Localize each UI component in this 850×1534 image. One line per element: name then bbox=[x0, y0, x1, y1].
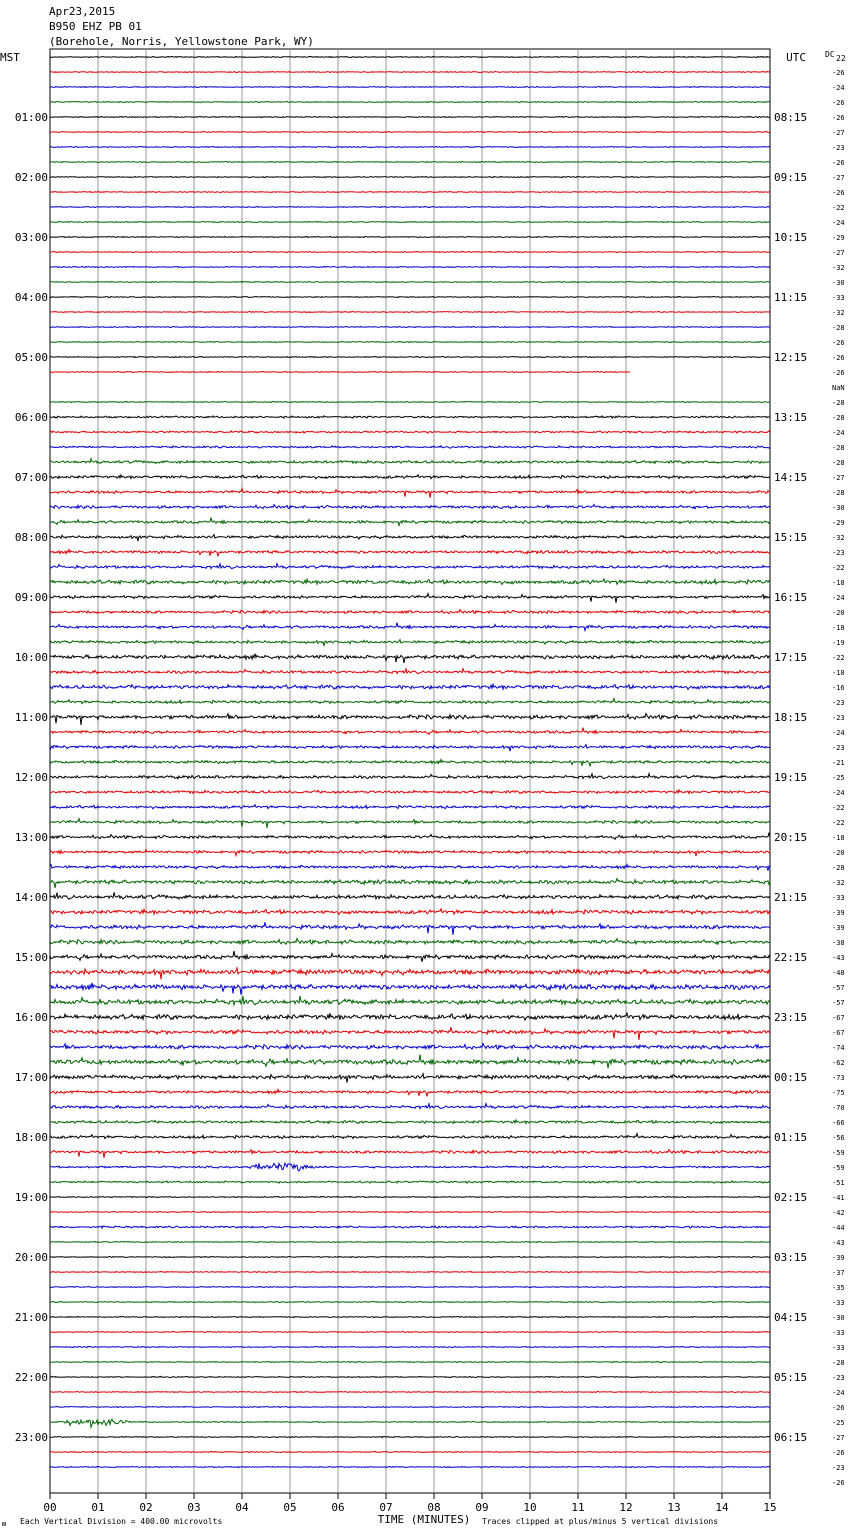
x-tick-label: 14 bbox=[715, 1501, 729, 1514]
seismic-trace bbox=[50, 518, 770, 526]
seismic-trace bbox=[50, 446, 770, 448]
x-tick-label: 10 bbox=[523, 1501, 537, 1514]
dc-offset-value: -30 bbox=[832, 504, 845, 512]
utc-hour-label: 06:15 bbox=[774, 1431, 808, 1444]
utc-hour-label: 11:15 bbox=[774, 291, 808, 304]
dc-offset-value: -20 bbox=[832, 609, 845, 617]
dc-offset-value: -39 bbox=[832, 1254, 845, 1262]
dc-offset-value: -30 bbox=[832, 279, 845, 287]
dc-offset-value: -43 bbox=[832, 954, 845, 962]
plot-frame bbox=[50, 49, 770, 1493]
dc-offset-value: -26 bbox=[832, 99, 845, 107]
seismic-trace bbox=[50, 1211, 770, 1212]
dc-offset-value: -67 bbox=[832, 1014, 845, 1022]
seismic-trace bbox=[50, 1090, 770, 1097]
seismic-trace bbox=[50, 489, 770, 498]
x-axis-title: TIME (MINUTES) bbox=[377, 1513, 471, 1526]
mst-hour-label: 10:00 bbox=[14, 651, 48, 664]
seismic-trace bbox=[50, 1256, 770, 1257]
dc-offset-value: -23 bbox=[832, 549, 845, 557]
mst-hour-label: 11:00 bbox=[14, 711, 48, 724]
dc-offset-value: -38 bbox=[832, 939, 845, 947]
seismic-trace bbox=[50, 774, 770, 779]
seismic-trace bbox=[50, 669, 770, 674]
dc-offset-value: -28 bbox=[832, 489, 845, 497]
utc-hour-label: 02:15 bbox=[774, 1191, 808, 1204]
dc-offset-value: -29 bbox=[832, 519, 845, 527]
seismic-trace bbox=[50, 1181, 770, 1183]
seismic-trace bbox=[50, 1196, 770, 1197]
seismic-trace bbox=[50, 251, 770, 252]
dc-offset-value: -32 bbox=[832, 879, 845, 887]
seismic-trace bbox=[50, 86, 770, 87]
dc-offset-value: -18 bbox=[832, 579, 845, 587]
utc-hour-label: 16:15 bbox=[774, 591, 808, 604]
seismic-trace bbox=[50, 326, 770, 327]
seismic-trace bbox=[50, 176, 770, 177]
seismic-trace bbox=[50, 865, 770, 871]
dc-offset-value: -56 bbox=[832, 1134, 845, 1142]
dc-offset-value: -26 bbox=[832, 354, 845, 362]
utc-hour-label: 14:15 bbox=[774, 471, 808, 484]
dc-label: DC bbox=[825, 50, 835, 59]
seismic-trace bbox=[50, 833, 770, 840]
dc-offset-value: -18 bbox=[832, 624, 845, 632]
chart-title: Apr23,2015 bbox=[49, 5, 116, 18]
seismic-trace bbox=[50, 728, 770, 735]
x-tick-label: 07 bbox=[379, 1501, 393, 1514]
dc-offset-value: -66 bbox=[832, 1119, 845, 1127]
dc-offset-value: -75 bbox=[832, 1089, 845, 1097]
dc-offset-value: -24 bbox=[832, 219, 845, 227]
seismic-trace bbox=[50, 236, 770, 237]
seismic-trace bbox=[50, 1419, 770, 1427]
utc-hour-label: 19:15 bbox=[774, 771, 808, 784]
dc-offset-value: -26 bbox=[832, 114, 845, 122]
utc-hour-label: 04:15 bbox=[774, 1311, 808, 1324]
dc-offset-value: -16 bbox=[832, 684, 845, 692]
utc-hour-label: 21:15 bbox=[774, 891, 808, 904]
footnote-scale: Each Vertical Division = 400.00 microvolts bbox=[20, 1517, 223, 1526]
dc-offset-value: -26 bbox=[832, 1404, 845, 1412]
seismic-trace bbox=[50, 1027, 770, 1040]
seismic-trace bbox=[50, 996, 770, 1005]
mst-axis-label: MST bbox=[0, 51, 20, 64]
x-tick-label: 01 bbox=[91, 1501, 105, 1514]
dc-offset-value: -28 bbox=[832, 399, 845, 407]
dc-offset-value: -26 bbox=[832, 1449, 845, 1457]
x-tick-label: 13 bbox=[667, 1501, 681, 1514]
dc-offset-value: -26 bbox=[832, 1479, 845, 1487]
dc-offset-value: -23 bbox=[832, 1374, 845, 1382]
seismic-trace bbox=[50, 968, 770, 979]
dc-offset-value: -57 bbox=[832, 999, 845, 1007]
mst-hour-label: 08:00 bbox=[14, 531, 48, 544]
x-tick-label: 00 bbox=[43, 1501, 57, 1514]
dc-offset-value: -23 bbox=[832, 699, 845, 707]
seismic-trace bbox=[50, 983, 770, 995]
dc-offset-value: -24 bbox=[832, 729, 845, 737]
utc-hour-label: 13:15 bbox=[774, 411, 808, 424]
seismic-trace bbox=[50, 281, 770, 282]
seismic-trace bbox=[50, 1241, 770, 1242]
dc-offset-value: -32 bbox=[832, 309, 845, 317]
dc-offset-value: -39 bbox=[832, 909, 845, 917]
seismic-trace bbox=[50, 1054, 770, 1068]
utc-hour-label: 00:15 bbox=[774, 1071, 808, 1084]
seismic-trace bbox=[50, 760, 770, 767]
seismic-trace bbox=[50, 131, 770, 132]
dc-offset-value: -41 bbox=[832, 1194, 845, 1202]
dc-offset-value: -28 bbox=[832, 324, 845, 332]
utc-hour-label: 10:15 bbox=[774, 231, 808, 244]
dc-offset-value: -33 bbox=[832, 1344, 845, 1352]
seismic-trace bbox=[50, 640, 770, 647]
seismic-trace bbox=[50, 594, 770, 603]
dc-offset-value: -28 bbox=[832, 864, 845, 872]
utc-hour-label: 05:15 bbox=[774, 1371, 808, 1384]
seismic-trace bbox=[50, 1286, 770, 1287]
dc-offset-value: -24 bbox=[832, 84, 845, 92]
dc-offset-value: -39 bbox=[832, 924, 845, 932]
seismic-trace bbox=[50, 550, 770, 557]
seismic-trace bbox=[50, 1120, 770, 1124]
dc-offset-value: -27 bbox=[832, 174, 845, 182]
seismic-trace bbox=[50, 1376, 770, 1377]
utc-hour-label: 12:15 bbox=[774, 351, 808, 364]
seismic-trace bbox=[50, 909, 770, 915]
mst-hour-label: 04:00 bbox=[14, 291, 48, 304]
dc-offset-value: -24 bbox=[832, 594, 845, 602]
seismic-trace bbox=[50, 401, 770, 402]
x-tick-label: 15 bbox=[763, 1501, 777, 1514]
seismic-trace bbox=[50, 296, 770, 297]
dc-offset-value: -28 bbox=[832, 459, 845, 467]
dc-offset-value: -26 bbox=[832, 159, 845, 167]
seismic-trace bbox=[50, 564, 770, 569]
mst-hour-label: 14:00 bbox=[14, 891, 48, 904]
seismic-trace bbox=[50, 922, 770, 935]
seismic-trace bbox=[50, 939, 770, 945]
dc-offset-value: -26 bbox=[832, 369, 845, 377]
seismic-trace bbox=[50, 819, 770, 828]
dc-offset-value: -32 bbox=[832, 264, 845, 272]
seismic-trace bbox=[50, 71, 770, 72]
seismic-trace bbox=[50, 1150, 770, 1158]
dc-offset-value: -59 bbox=[832, 1164, 845, 1172]
dc-offset-value: -23 bbox=[832, 744, 845, 752]
dc-offset-value: -62 bbox=[832, 1059, 845, 1067]
dc-offset-value: -70 bbox=[832, 1104, 845, 1112]
dc-offset-value: -59 bbox=[832, 1149, 845, 1157]
dc-offset-value: -33 bbox=[832, 1329, 845, 1337]
seismic-trace bbox=[50, 505, 770, 509]
dc-offset-value: -35 bbox=[832, 1284, 845, 1292]
utc-hour-label: 01:15 bbox=[774, 1131, 808, 1144]
mst-hour-label: 18:00 bbox=[14, 1131, 48, 1144]
utc-hour-label: 17:15 bbox=[774, 651, 808, 664]
mst-hour-label: 07:00 bbox=[14, 471, 48, 484]
seismic-trace bbox=[50, 116, 770, 117]
seismic-trace bbox=[50, 311, 770, 312]
utc-axis-label: UTC bbox=[786, 51, 806, 64]
dc-offset-value: -25 bbox=[832, 1419, 845, 1427]
dc-offset-value: -48 bbox=[832, 969, 845, 977]
dc-offset-value: -22 bbox=[832, 564, 845, 572]
dc-offset-value: -28 bbox=[832, 1359, 845, 1367]
mst-hour-label: 12:00 bbox=[14, 771, 48, 784]
utc-hour-label: 09:15 bbox=[774, 171, 808, 184]
dc-offset-first: 22 bbox=[836, 54, 846, 63]
dc-offset-value: -26 bbox=[832, 189, 845, 197]
mst-hour-label: 16:00 bbox=[14, 1011, 48, 1024]
dc-offset-value: -23 bbox=[832, 1464, 845, 1472]
seismic-trace bbox=[50, 101, 770, 102]
dc-offset-value: -42 bbox=[832, 1209, 845, 1217]
dc-offset-value: -22 bbox=[832, 204, 845, 212]
seismic-trace bbox=[50, 475, 770, 479]
x-tick-label: 03 bbox=[187, 1501, 201, 1514]
dc-offset-value: -22 bbox=[832, 804, 845, 812]
dc-offset-value: -28 bbox=[832, 414, 845, 422]
seismic-trace bbox=[50, 1436, 770, 1437]
seismic-trace bbox=[50, 654, 770, 663]
dc-offset-value: -21 bbox=[832, 759, 845, 767]
dc-offset-value: -73 bbox=[832, 1074, 845, 1082]
station-code: B950 EHZ PB 01 bbox=[49, 20, 142, 33]
seismic-trace bbox=[50, 892, 770, 899]
dc-offset-value: -43 bbox=[832, 1239, 845, 1247]
dc-offset-value: -30 bbox=[832, 1314, 845, 1322]
dc-offset-value: -18 bbox=[832, 669, 845, 677]
mst-hour-label: 09:00 bbox=[14, 591, 48, 604]
seismic-trace bbox=[50, 1346, 770, 1347]
seismic-trace bbox=[50, 610, 770, 614]
mst-hour-label: 21:00 bbox=[14, 1311, 48, 1324]
dc-offset-value: -26 bbox=[832, 69, 845, 77]
dc-offset-value: -33 bbox=[832, 894, 845, 902]
mst-hour-label: 06:00 bbox=[14, 411, 48, 424]
dc-offset-value: -24 bbox=[832, 789, 845, 797]
footnote-clipping: Traces clipped at plus/minus 5 vertical divisions bbox=[482, 1517, 719, 1526]
dc-offset-value: -57 bbox=[832, 984, 845, 992]
dc-offset-value: -33 bbox=[832, 294, 845, 302]
seismic-trace bbox=[50, 1104, 770, 1109]
seismic-trace bbox=[50, 1271, 770, 1272]
seismic-trace bbox=[50, 745, 770, 752]
dc-offset-value: -25 bbox=[832, 774, 845, 782]
x-tick-label: 08 bbox=[427, 1501, 441, 1514]
mst-hour-label: 03:00 bbox=[14, 231, 48, 244]
seismic-trace bbox=[50, 1451, 770, 1452]
utc-hour-label: 20:15 bbox=[774, 831, 808, 844]
seismic-trace bbox=[50, 1301, 770, 1302]
utc-hour-label: 03:15 bbox=[774, 1251, 808, 1264]
seismic-trace bbox=[50, 790, 770, 794]
utc-hour-label: 08:15 bbox=[774, 111, 808, 124]
seismic-trace bbox=[50, 623, 770, 631]
seismic-trace bbox=[50, 1013, 770, 1020]
seismic-trace bbox=[50, 1466, 770, 1467]
mst-hour-label: 23:00 bbox=[14, 1431, 48, 1444]
dc-offset-value: -20 bbox=[832, 849, 845, 857]
dc-offset-value: -26 bbox=[832, 339, 845, 347]
utc-hour-label: 15:15 bbox=[774, 531, 808, 544]
dc-offset-value: -32 bbox=[832, 534, 845, 542]
mst-hour-label: 19:00 bbox=[14, 1191, 48, 1204]
seismic-trace bbox=[50, 356, 770, 357]
seismic-trace bbox=[50, 1134, 770, 1139]
dc-offset-value: -18 bbox=[832, 834, 845, 842]
dc-offset-value: -24 bbox=[832, 1389, 845, 1397]
dc-offset-value: -29 bbox=[832, 234, 845, 242]
station-location: (Borehole, Norris, Yellowstone Park, WY) bbox=[49, 35, 314, 48]
x-tick-label: 04 bbox=[235, 1501, 249, 1514]
x-tick-label: 12 bbox=[619, 1501, 633, 1514]
mst-hour-label: 20:00 bbox=[14, 1251, 48, 1264]
dc-offset-value: -44 bbox=[832, 1224, 845, 1232]
seismic-trace bbox=[50, 1406, 770, 1407]
dc-offset-value: -51 bbox=[832, 1179, 845, 1187]
seismic-trace bbox=[50, 431, 770, 433]
mst-hour-label: 13:00 bbox=[14, 831, 48, 844]
seismic-trace bbox=[50, 266, 770, 267]
dc-offset-value: -37 bbox=[832, 1269, 845, 1277]
mst-hour-label: 17:00 bbox=[14, 1071, 48, 1084]
x-tick-label: 02 bbox=[139, 1501, 153, 1514]
seismic-trace bbox=[50, 206, 770, 207]
seismic-trace bbox=[50, 850, 770, 857]
dc-offset-value: -28 bbox=[832, 444, 845, 452]
x-tick-label: 09 bbox=[475, 1501, 489, 1514]
mst-hour-label: 02:00 bbox=[14, 171, 48, 184]
seismic-trace bbox=[50, 342, 770, 343]
mst-hour-label: 01:00 bbox=[14, 111, 48, 124]
seismic-trace bbox=[50, 371, 630, 372]
seismic-trace bbox=[50, 191, 770, 192]
dc-offset-value: -24 bbox=[832, 429, 845, 437]
dc-offset-value: -23 bbox=[832, 714, 845, 722]
utc-hour-label: 23:15 bbox=[774, 1011, 808, 1024]
utc-hour-label: 22:15 bbox=[774, 951, 808, 964]
corner-mark: ᴍ bbox=[2, 1520, 7, 1528]
dc-offset-value: -27 bbox=[832, 129, 845, 137]
utc-hour-label: 18:15 bbox=[774, 711, 808, 724]
dc-offset-value: -27 bbox=[832, 249, 845, 257]
mst-hour-label: 15:00 bbox=[14, 951, 48, 964]
x-tick-label: 05 bbox=[283, 1501, 297, 1514]
x-tick-label: 06 bbox=[331, 1501, 345, 1514]
x-tick-label: 11 bbox=[571, 1501, 585, 1514]
dc-offset-value: -22 bbox=[832, 654, 845, 662]
seismic-trace bbox=[50, 1361, 770, 1362]
seismic-trace bbox=[50, 459, 770, 464]
seismic-trace bbox=[50, 1331, 770, 1332]
dc-offset-value: NaN bbox=[832, 384, 845, 392]
seismic-trace bbox=[50, 1074, 770, 1083]
seismic-trace bbox=[50, 805, 770, 809]
mst-hour-label: 05:00 bbox=[14, 351, 48, 364]
seismic-trace bbox=[50, 535, 770, 542]
seismic-trace bbox=[50, 221, 770, 222]
seismic-trace bbox=[50, 951, 770, 962]
seismic-trace bbox=[50, 1044, 770, 1050]
dc-offset-value: -33 bbox=[832, 1299, 845, 1307]
dc-offset-value: -27 bbox=[832, 474, 845, 482]
seismic-trace bbox=[50, 146, 770, 147]
mst-hour-label: 22:00 bbox=[14, 1371, 48, 1384]
seismic-trace bbox=[50, 1163, 770, 1171]
seismic-trace bbox=[50, 416, 770, 418]
seismic-trace bbox=[50, 1226, 770, 1228]
seismic-trace bbox=[50, 684, 770, 689]
dc-offset-value: -22 bbox=[832, 819, 845, 827]
seismic-trace bbox=[50, 161, 770, 162]
seismic-trace bbox=[50, 1391, 770, 1392]
seismic-trace bbox=[50, 699, 770, 704]
dc-offset-value: -67 bbox=[832, 1029, 845, 1037]
seismic-trace bbox=[50, 1316, 770, 1317]
dc-offset-value: -23 bbox=[832, 144, 845, 152]
dc-offset-value: -19 bbox=[832, 639, 845, 647]
seismic-trace bbox=[50, 56, 770, 57]
seismic-trace bbox=[50, 579, 770, 585]
dc-offset-value: -27 bbox=[832, 1434, 845, 1442]
dc-offset-value: -74 bbox=[832, 1044, 845, 1052]
seismic-trace bbox=[50, 879, 770, 889]
seismic-trace bbox=[50, 714, 770, 726]
